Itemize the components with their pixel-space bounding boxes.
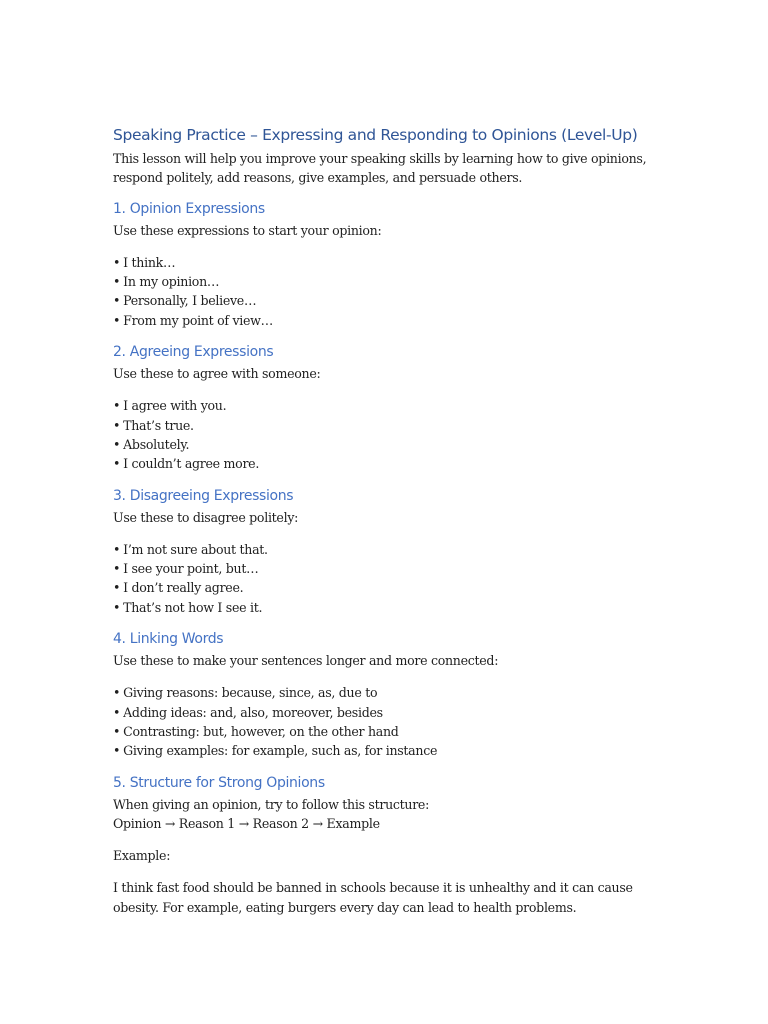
expression-list <box>113 253 658 330</box>
list-item: • That’s true. <box>113 417 194 433</box>
bullet-icon: • <box>113 254 121 270</box>
list-item: • That’s not how I see it. <box>113 599 263 615</box>
section-heading: 5. Structure for Strong Opinions <box>113 774 325 791</box>
section-agreeing-expressions <box>113 341 658 473</box>
list-item: • Personally, I believe… <box>113 293 257 309</box>
section-lead: Use these to disagree politely: <box>113 509 299 525</box>
list-item: • I don’t really agree. <box>113 580 244 596</box>
list-item: • Contrasting: but, however, on the other hand <box>113 723 399 739</box>
list-item: • I see your point, but… <box>113 561 259 577</box>
bullet-icon: • <box>113 685 121 701</box>
bullet-icon: • <box>113 561 121 577</box>
section-lead: Use these to make your sentences longer and more connected: <box>113 653 499 669</box>
section-heading: 1. Opinion Expressions <box>113 200 265 217</box>
list-item: • Absolutely. <box>113 436 190 452</box>
section-heading: 4. Linking Words <box>113 631 224 648</box>
example-paragraph: I think fast food should be banned in schools because it is unhealthy and it can cause obesity. For example, eating burgers every day can lead to health problems. <box>113 880 633 915</box>
bullet-icon: • <box>113 723 121 739</box>
bullet-icon: • <box>113 274 121 290</box>
linking-words-list <box>113 683 658 760</box>
section-lead: Use these to agree with someone: <box>113 366 321 382</box>
expression-list <box>113 396 658 473</box>
bullet-icon: • <box>113 580 121 596</box>
bullet-icon: • <box>113 541 121 557</box>
list-item: • I think… <box>113 254 176 270</box>
document-page <box>113 124 658 917</box>
section-linking-words <box>113 628 658 760</box>
bullet-icon: • <box>113 456 121 472</box>
list-item: • Giving reasons: because, since, as, due to <box>113 685 378 701</box>
section-structure-strong-opinions <box>113 772 658 917</box>
expression-list <box>113 540 658 617</box>
list-item: • I’m not sure about that. <box>113 541 268 557</box>
bullet-icon: • <box>113 417 121 433</box>
list-item: • Giving examples: for example, such as, for instance <box>113 743 438 759</box>
section-opinion-expressions <box>113 198 658 330</box>
list-item: • Adding ideas: and, also, moreover, besides <box>113 704 383 720</box>
bullet-icon: • <box>113 312 121 328</box>
bullet-icon: • <box>113 398 121 414</box>
bullet-icon: • <box>113 293 121 309</box>
intro-paragraph: This lesson will help you improve your speaking skills by learning how to give opinions, respond politely, add reasons, give examples, and persuade others. <box>113 151 647 186</box>
document-title: Speaking Practice – Expressing and Responding to Opinions (Level-Up) <box>113 126 638 144</box>
section-lead: When giving an opinion, try to follow this structure: <box>113 796 430 812</box>
section-lead: Use these expressions to start your opinion: <box>113 222 382 238</box>
list-item: • I couldn’t agree more. <box>113 456 260 472</box>
section-heading: 3. Disagreeing Expressions <box>113 487 294 504</box>
list-item: • In my opinion… <box>113 274 220 290</box>
section-disagreeing-expressions <box>113 485 658 617</box>
list-item: • I agree with you. <box>113 398 227 414</box>
section-heading: 2. Agreeing Expressions <box>113 344 274 361</box>
example-label: Example: <box>113 848 171 864</box>
bullet-icon: • <box>113 704 121 720</box>
bullet-icon: • <box>113 436 121 452</box>
structure-formula: Opinion → Reason 1 → Reason 2 → Example <box>113 815 380 831</box>
bullet-icon: • <box>113 599 121 615</box>
bullet-icon: • <box>113 743 121 759</box>
list-item: • From my point of view… <box>113 312 273 328</box>
